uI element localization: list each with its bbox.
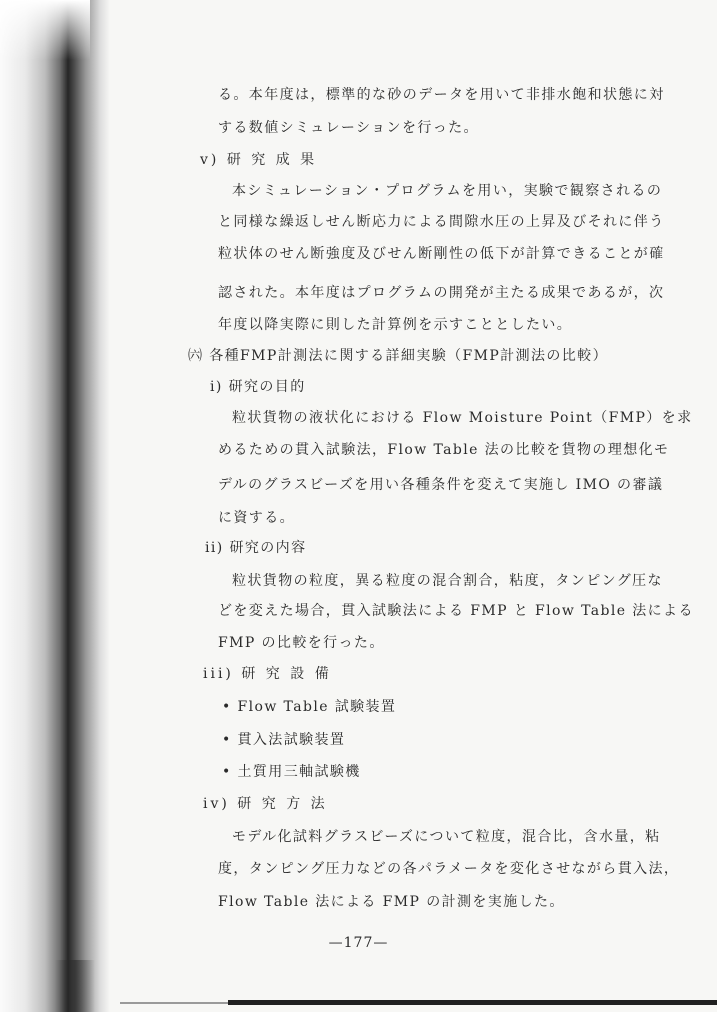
section-heading: iv) 研 究 方 法 bbox=[203, 796, 328, 812]
list-item: • Flow Table 試験装置 bbox=[222, 699, 397, 715]
binding-shadow bbox=[0, 0, 110, 1012]
text-line: Flow Table 法による FMP の計測を実施した。 bbox=[218, 894, 565, 910]
text-line: どを変えた場合，貫入試験法による FMP と Flow Table 法による bbox=[218, 603, 694, 619]
scan-bottom-edge bbox=[228, 1000, 717, 1005]
binding-highlight bbox=[0, 0, 90, 60]
list-item: • 貫入法試験装置 bbox=[222, 732, 346, 748]
section-heading: v) 研 究 成 果 bbox=[200, 152, 318, 168]
text-line: と同様な繰返しせん断応力による間隙水圧の上昇及びそれに伴う bbox=[218, 214, 665, 230]
section-heading: iii) 研 究 設 備 bbox=[203, 666, 332, 682]
text-line: 認された。本年度はプログラムの開発が主たる成果であるが，次 bbox=[218, 285, 665, 301]
text-line: デルのグラスビーズを用い各種条件を変えて実施し IMO の審議 bbox=[218, 477, 664, 493]
scan-edge-line bbox=[120, 1002, 228, 1004]
text-line: 粒状体のせん断強度及びせん断剛性の低下が計算できることが確 bbox=[218, 246, 665, 262]
text-line: 年度以降実際に則した計算例を示すこととしたい。 bbox=[218, 317, 573, 333]
text-line: る。本年度は，標準的な砂のデータを用いて非排水飽和状態に対 bbox=[218, 87, 665, 103]
section-heading: ii) 研究の内容 bbox=[205, 540, 307, 556]
text-line: めるための貫入試験法，Flow Table 法の比較を貨物の理想化モ bbox=[218, 442, 670, 458]
section-heading: i) 研究の目的 bbox=[210, 379, 306, 395]
text-line: に資する。 bbox=[218, 510, 295, 526]
text-line: FMP の比較を行った。 bbox=[218, 635, 385, 651]
text-line: する数値シミュレーションを行った。 bbox=[218, 120, 479, 136]
list-item: • 土質用三軸試験機 bbox=[222, 764, 361, 780]
text-line: モデル化試料グラスビーズについて粒度，混合比，含水量，粘 bbox=[232, 829, 661, 845]
section-heading: ㈥ 各種FMP計測法に関する詳細実験（FMP計測法の比較） bbox=[188, 348, 608, 364]
text-line: 本シミュレーション・プログラムを用い，実験で観察されるの bbox=[232, 183, 663, 199]
page-number: —177— bbox=[328, 935, 389, 951]
text-line: 粒状貨物の液状化における Flow Moisture Point（FMP）を求 bbox=[232, 410, 693, 426]
text-line: 度，タンピング圧力などの各パラメータを変化させながら貫入法， bbox=[218, 861, 680, 877]
binding-edge bbox=[55, 960, 95, 1012]
text-line: 粒状貨物の粒度，異る粒度の混合割合，粘度，タンピング圧な bbox=[232, 573, 663, 589]
